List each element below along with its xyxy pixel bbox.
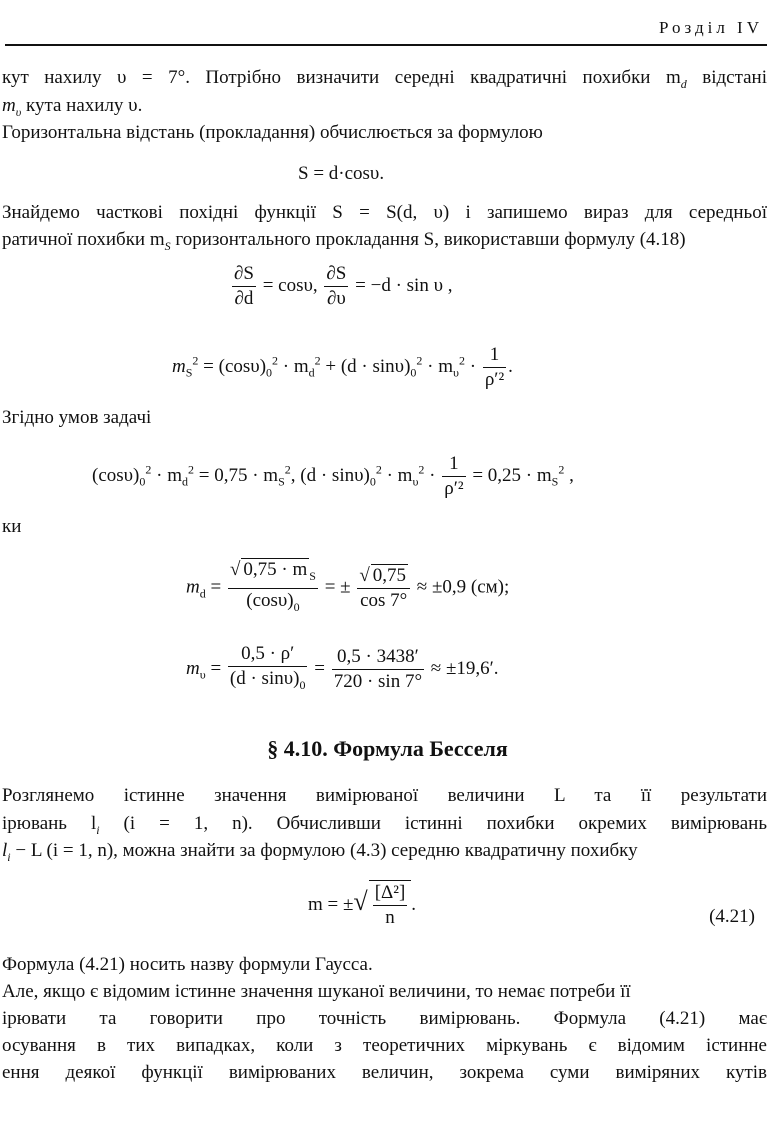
eq5-num-2: 0,75 [372, 564, 407, 586]
eq5-frac-1 [228, 558, 318, 619]
eq6-lhs: m [186, 657, 200, 679]
eq4-c: = 0,75 · m [194, 464, 279, 486]
equation-ms-squared: $m_S^2 = (\cos\upsilon)_0^2 \cdot m_d^2 + (d \cdot \sin\upsilon)_0^2 \cdot m_\upsilon^2$ · $\frac{1}{\text{ρ′²}}$ . [172, 344, 513, 390]
text-line-5-a: ратичної похибки m [2, 229, 165, 250]
text-line-2-sub: υ [15, 104, 22, 119]
text-line-12: Але, якщо є відомим істинне значення шуканої величини, то немає потреби її [2, 981, 631, 1002]
eq3-dot: · [464, 355, 481, 377]
eq5-result: ≈ ±0,9 (см); [412, 576, 510, 598]
partial-frac-1-num: ∂S [232, 262, 256, 287]
eq6-frac-2 [332, 645, 424, 694]
eq4-f: · [424, 464, 441, 486]
text-line-13: ірювати та говорити про точність вимірювань. Формула (4.21) має [2, 1008, 767, 1029]
eq5-num-2-wrap: √ 0,75 [357, 564, 410, 589]
eq4-h: , [564, 464, 574, 486]
text-line-1-b: відстані [686, 67, 767, 88]
text-line-5-sub: S [164, 238, 171, 253]
eq3-mid: · m [278, 355, 309, 377]
partial-rhs-2: = −d · sin υ , [350, 274, 453, 296]
eq5-num-1-wrap: √ 0,75 · m $_S$ [228, 558, 318, 589]
partial-frac-2 [324, 262, 348, 311]
text-line-6: Згідно умов задачі [2, 407, 152, 428]
eq3-end: . [508, 355, 513, 377]
equation-gauss: m = ±√ $\frac{\text{[Δ²]}}{n}$ . [308, 882, 417, 928]
text-line-9-sub: i [96, 822, 100, 837]
text-line-2-m: m [2, 95, 16, 116]
eq7-lhs: m = ± [308, 893, 354, 915]
text-line-2 [2, 94, 767, 124]
eq3-mid3: · m [422, 355, 454, 377]
eq7-den: n [385, 907, 395, 928]
header-rule [5, 44, 767, 46]
eq6-den-1: (d · sinυ) [229, 668, 300, 689]
equation-mv: $m_\upsilon$ = $\frac{0,5 \cdot \rho'}{(d \cdot \sin\upsilon)_0}$ = $\frac{0,5 \cdot 3438'}{720 \cdot \sin 7^\circ}$ ≈ ±19,6′. [186, 642, 499, 697]
text-line-10-l: l [2, 840, 8, 861]
text-line-1-sub: d [680, 76, 687, 91]
eq7-end: . [411, 893, 417, 915]
equation-number: (4.21) [709, 906, 755, 927]
eq6-frac-1 [228, 642, 308, 697]
text-line-15: ення деякої функції вимірюваних величин, зокрема суми виміряних кутів [2, 1062, 767, 1083]
eq5-den-1-wrap: $(\cos\upsilon)_0$ [246, 589, 300, 614]
eq5-den-2: cos 7° [360, 589, 408, 611]
eq4-d: , (d · sinυ) [290, 464, 370, 486]
running-header: Розділ IV [659, 18, 763, 37]
text-line-9-a: ірювань l [2, 813, 97, 834]
eq3-den: ρ′² [484, 369, 505, 390]
eq4-b: · m [151, 464, 182, 486]
eq6-result: ≈ ±19,6′. [426, 657, 499, 679]
eq3-lhs: m [172, 355, 186, 377]
eq6-num-1: 0,5 · ρ′ [228, 642, 308, 667]
eq5-pm: = ± [319, 576, 356, 598]
eq4-num: 1 [442, 452, 465, 477]
equation-partials [230, 262, 452, 311]
text-line-1 [2, 66, 767, 96]
partial-rhs-1: = cosυ, [257, 274, 318, 296]
partial-frac-1-den: ∂d [234, 288, 254, 309]
eq5-den-1: (cosυ) [246, 589, 294, 611]
eq7-frac [373, 881, 408, 930]
equation-md: $m_d$ = $\frac{√ 0,75 \cdot m _S}{(\cos\upsilon)_0}$ = ± $\frac{√ 0,75}{\cos 7^\circ}$ ≈ ±0,9 (см); [186, 558, 509, 619]
text-line-2-a: кута нахилу υ. [21, 95, 143, 116]
partial-frac-2-num: ∂S [324, 262, 348, 287]
text-line-10-b: − L (i = 1, n), можна знайти за формулою (4.3) середню квадратичну похибку [10, 840, 638, 861]
equation-conditions: $(\cos\upsilon)_0^2 \cdot m_d^2 = 0,75 \cdot m_S^2$, $(d \cdot \sin\upsilon)_0^2 \cdot m_\upsilon^2$ · $\frac{1}{\text{ρ′²}}$ = $0,25 \cdot m_S^2$ , [92, 453, 574, 499]
eq5-num-1: 0,75 · m [243, 559, 308, 580]
eq4-e: · m [381, 464, 413, 486]
text-line-10-sub: i [7, 849, 11, 864]
eq6-num-2: 0,5 · 3438′ [332, 645, 424, 670]
eq3-rhs: = (cosυ) [198, 355, 267, 377]
text-line-9-b: (i = 1, n). Обчисливши істинні похибки окремих вимірювань [99, 813, 767, 834]
eq3-mid2: + (d · sinυ) [320, 355, 411, 377]
eq5-lhs: m [186, 576, 200, 598]
eq4-frac [442, 452, 465, 501]
eq3-frac [483, 343, 506, 392]
eq6-den-1-wrap: $(d \cdot \sin\upsilon)_0$ [229, 668, 306, 692]
text-line-14: осування в тих випадках, коли з теоретичних міркувань є відомим істинне [2, 1035, 767, 1056]
text-line-3: Горизонтальна відстань (прокладання) обчислюється за формулою [2, 122, 543, 143]
text-line-4: Знайдемо часткові похідні функції S = S(d, υ) і запишемо вираз для середньої [2, 202, 767, 223]
text-line-1-a: кут нахилу υ = 7°. Потрібно визначити середні квадратичні похибки m [2, 67, 681, 88]
eq6-den-2: 720 · sin 7° [333, 670, 423, 692]
text-line-5 [2, 228, 767, 258]
text-line-11: Формула (4.21) носить назву формули Гаусса. [2, 954, 373, 975]
eq3-num: 1 [483, 343, 506, 368]
section-heading: § 4.10. Формула Бесселя [267, 736, 508, 761]
eq7-num: [Δ²] [373, 881, 408, 906]
eq7-radicand [369, 880, 412, 930]
eq4-den: ρ′² [444, 478, 464, 499]
equation-s: S = d·cosυ. [298, 163, 385, 184]
partial-frac-1 [232, 262, 256, 311]
text-line-8: Розглянемо істинне значення вимірюваної величини L та її результати [2, 785, 767, 806]
eq5-frac-2 [357, 564, 410, 613]
text-line-9 [2, 812, 767, 842]
text-line-10 [2, 839, 767, 869]
text-line-5-b: горизонтального прокладання S, використавши формулу (4.18) [170, 229, 686, 250]
eq4-a: (cosυ) [92, 464, 140, 486]
eq4-g: = 0,25 · m [467, 464, 552, 486]
partial-frac-2-den: ∂υ [327, 288, 346, 309]
text-line-7: ки [2, 516, 22, 537]
